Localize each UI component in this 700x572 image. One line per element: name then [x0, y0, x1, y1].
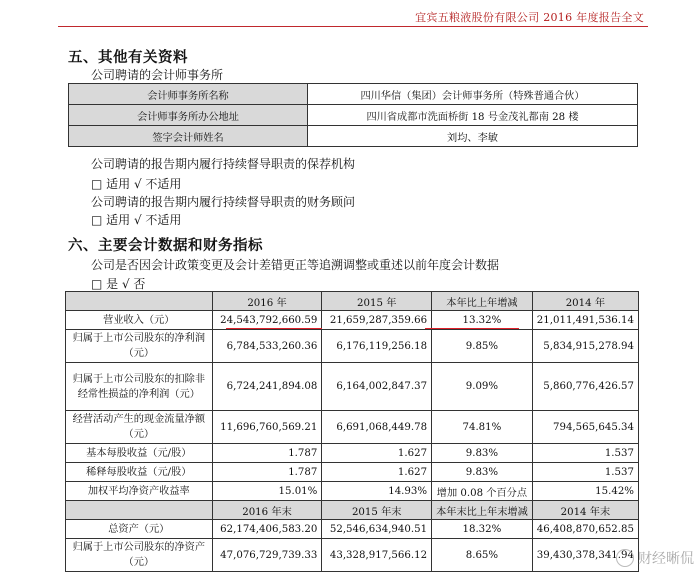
cell: 24,543,792,660.59: [212, 311, 322, 330]
cell: 归属于上市公司股东的净利润（元）: [66, 330, 213, 363]
cell: 52,546,634,940.51: [322, 520, 432, 539]
cell: 2014 年: [532, 292, 638, 311]
cell: 1.627: [322, 444, 432, 463]
cell: 14.93%: [322, 482, 432, 501]
cell: 5,834,915,278.94: [532, 330, 638, 363]
cell: 刘均、李敏: [308, 126, 638, 147]
restatement-question: 公司是否因会计政策变更及会计差错更正等追溯调整或重述以前年度会计数据: [91, 258, 500, 272]
section5-title: 五、其他有关资料: [68, 49, 188, 66]
restatement-options: □ 是 √ 否: [91, 277, 146, 291]
watermark-text: 财经晰侃: [638, 551, 694, 567]
cell: 21,659,287,359.66: [322, 311, 432, 330]
cell: 15.01%: [212, 482, 322, 501]
cell: 1.537: [532, 444, 638, 463]
section5-intro: 公司聘请的会计师事务所: [91, 68, 224, 82]
advisor-options: □ 适用 √ 不适用: [91, 213, 182, 227]
cell: 2016 年: [212, 292, 322, 311]
cell: 8.65%: [432, 539, 533, 572]
cell: 增加 0.08 个百分点: [432, 482, 533, 501]
cell: 基本每股收益（元/股）: [66, 444, 213, 463]
cell: 6,691,068,449.78: [322, 411, 432, 444]
section6-title: 六、主要会计数据和财务指标: [68, 237, 263, 254]
table-row: [69, 105, 638, 126]
cell: [66, 292, 213, 311]
advisor-question: 公司聘请的报告期内履行持续督导职责的财务顾问: [91, 195, 356, 209]
cell: 归属于上市公司股东的净资产（元）: [66, 539, 213, 572]
cell: 18.32%: [432, 520, 533, 539]
table-row: [66, 539, 639, 572]
cell: 营业收入（元）: [66, 311, 213, 330]
cell: 1.537: [532, 463, 638, 482]
cell: 总资产（元）: [66, 520, 213, 539]
cell: 2016 年末: [212, 501, 322, 520]
cell: 6,164,002,847.37: [322, 363, 432, 411]
cell: 9.83%: [432, 463, 533, 482]
cell: 四川华信（集团）会计师事务所（特殊普通合伙）: [308, 84, 638, 105]
cell: 9.83%: [432, 444, 533, 463]
report-header-title: 宜宾五粮液股份有限公司 2016 年度报告全文: [415, 11, 644, 24]
cell: 9.09%: [432, 363, 533, 411]
cell: 15.42%: [532, 482, 638, 501]
cell: 2014 年末: [532, 501, 638, 520]
table-header-row: [66, 292, 639, 311]
table-row: [66, 444, 639, 463]
sponsor-options: □ 适用 √ 不适用: [91, 177, 182, 191]
header-divider: [58, 26, 648, 27]
cell: 74.81%: [432, 411, 533, 444]
cell: 6,176,119,256.18: [322, 330, 432, 363]
cell: 加权平均净资产收益率: [66, 482, 213, 501]
cell: 会计师事务所办公地址: [69, 105, 308, 126]
cell: 1.787: [212, 463, 322, 482]
revenue-2016-underline: [226, 328, 322, 329]
cell: 四川省成都市洗面桥街 18 号金茂礼都南 28 楼: [308, 105, 638, 126]
cell: 47,076,729,739.33: [212, 539, 322, 572]
cell: 5,860,776,426.57: [532, 363, 638, 411]
cell: 经营活动产生的现金流量净额（元）: [66, 411, 213, 444]
table-row: [66, 463, 639, 482]
cell: 46,408,870,652.85: [532, 520, 638, 539]
cell: 6,724,241,894.08: [212, 363, 322, 411]
sponsor-question: 公司聘请的报告期内履行持续督导职责的保荐机构: [91, 157, 356, 171]
cell: 会计师事务所名称: [69, 84, 308, 105]
cell: 39,430,378,341.94: [532, 539, 638, 572]
cell: 13.32%: [432, 311, 533, 330]
cell: 62,174,406,583.20: [212, 520, 322, 539]
cell: 9.85%: [432, 330, 533, 363]
table-row: [69, 84, 638, 105]
cell: [66, 501, 213, 520]
table-row: [66, 330, 639, 363]
wechat-icon: [616, 549, 634, 567]
table-row: [66, 311, 639, 330]
watermark: [616, 548, 694, 568]
cell: 11,696,760,569.21: [212, 411, 322, 444]
cell: 签字会计师姓名: [69, 126, 308, 147]
cell: 21,011,491,536.14: [532, 311, 638, 330]
cell: 6,784,533,260.36: [212, 330, 322, 363]
cell: 794,565,645.34: [532, 411, 638, 444]
cell: 2015 年末: [322, 501, 432, 520]
cell: 2015 年: [322, 292, 432, 311]
table-row: [66, 482, 639, 501]
cell: 43,328,917,566.12: [322, 539, 432, 572]
cell: 1.627: [322, 463, 432, 482]
table-header-row: [66, 501, 639, 520]
financial-table: [65, 291, 639, 572]
table-row: [66, 520, 639, 539]
cell: 本年比上年增减: [432, 292, 533, 311]
cell: 1.787: [212, 444, 322, 463]
table-row: [69, 126, 638, 147]
auditor-table: [68, 83, 638, 147]
table-row: [66, 363, 639, 411]
cell: 本年末比上年末增减: [432, 501, 533, 520]
revenue-change-underline: [425, 328, 519, 329]
cell: 稀释每股收益（元/股）: [66, 463, 213, 482]
cell: 归属于上市公司股东的扣除非经常性损益的净利润（元）: [66, 363, 213, 411]
table-row: [66, 411, 639, 444]
